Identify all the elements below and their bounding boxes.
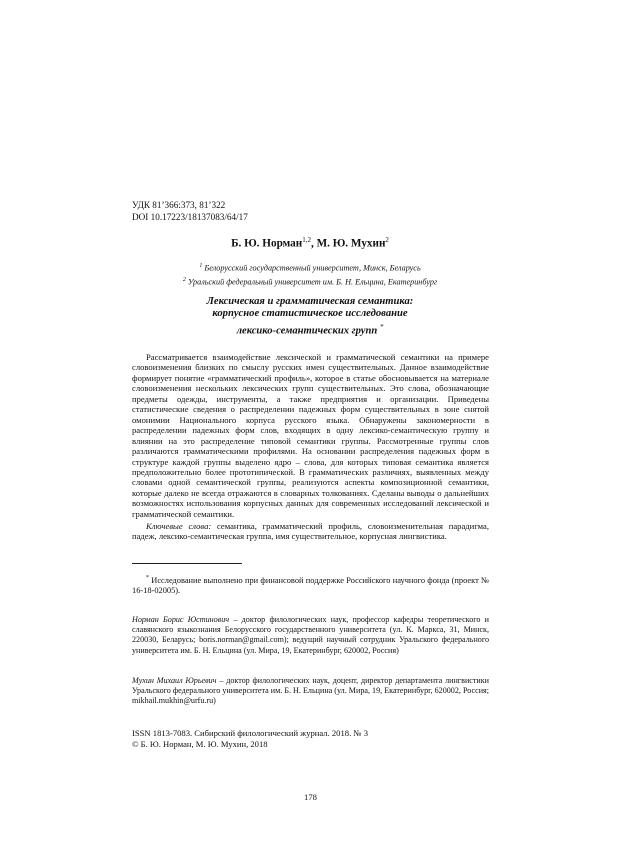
keywords-text: семантика, грамматический профиль, словоизменительная парадигма, падеж, лексико-семантическая группа, имя существительное, корпусная лингвистика. bbox=[132, 521, 489, 542]
author-2: М. Ю. Мухин bbox=[316, 237, 386, 250]
author-separator: , bbox=[310, 237, 317, 250]
affiliation-1-sup: 1 bbox=[199, 263, 203, 269]
author-1-sup: 1,2 bbox=[302, 236, 311, 244]
title-line-3-text: лексико-семантических групп bbox=[236, 325, 378, 337]
author-bio-1 bbox=[132, 615, 489, 656]
keywords-label: Ключевые слова: bbox=[146, 521, 212, 531]
footnote-divider bbox=[132, 563, 242, 564]
affiliations bbox=[132, 261, 488, 288]
title-line-1: Лексическая и грамматическая семантика: bbox=[206, 296, 414, 307]
footnote-mark: * bbox=[146, 575, 149, 581]
author-bio-2 bbox=[132, 676, 489, 707]
affiliation-2-text: Уральский федеральный университет им. Б. Н. Ельцина, Екатеринбург bbox=[187, 277, 438, 287]
title-line-2: корпусное статистическое исследование bbox=[212, 308, 408, 320]
affiliation-1-text: Белорусский государственный университет, Минск, Беларусь bbox=[204, 263, 421, 273]
funding-footnote bbox=[132, 573, 489, 597]
author-1: Б. Ю. Норман bbox=[231, 237, 303, 250]
journal-footer bbox=[132, 728, 368, 750]
bio-1-name: Норман Борис Юстинович bbox=[132, 615, 230, 624]
abstract: Рассматривается взаимодействие лексической и грамматической семантики на примере словоизменения близких по смыслу русских имен существительных. Данное взаимодействие формирует понятие «грамматический профиль», которое в статье обосновывается на материале словоизменения нескольких лексических групп существительных. Это слова, обозначающие предметы одежды, инструменты, а также предприятия и организации. Приведены статистические сведения о распределении падежных форм существительных в зоне снятой омонимии Национального корпуса русского языка. Обнаружены закономерности в распределении падежных форм слов, входящих в одну лексико-семантическую группу и влиянии на это распределение типовой семантики группы. Рассмотренные группы слов различаются грамматическими профилями. На основании распределения падежных форм в структуре каждой группы выделено ядро – слова, для которых типовая семантика является предположительно более прототипической. В грамматических различиях, выявленных между словами одной семантической группы, реализуются аспекты композиционной семантики, которые далеко не всегда отражаются в словарных толкованиях. Сделаны выводы о дальнейших возможностях использования корпусных данных для современных исследований лексической и грамматической семантики. bbox=[132, 352, 489, 519]
doi-code: DOI 10.17223/18137083/64/17 bbox=[132, 211, 248, 222]
author-2-sup: 2 bbox=[385, 236, 389, 244]
issn-line: ISSN 1813-7083. Сибирский филологический журнал. 2018. № 3 bbox=[132, 728, 369, 738]
page-number: 178 bbox=[304, 792, 317, 802]
bio-2-name: Мухин Михаил Юрьевич bbox=[132, 676, 217, 685]
bio-2-text: – доктор филологических наук, доцент, директор департамента лингвистики Уральского федерального университета им. Б. Н. Ельцина (ул. Мира, 19, Екатеринбург, 620002, Россия; mikhail.mukhin@urfu.ru) bbox=[132, 676, 490, 706]
footnote-text: Исследование выполнено при финансовой поддержке Российского научного фонда (проект № 16-18-02005). bbox=[132, 575, 489, 596]
udk-code: УДК 81’366:373, 81’322 bbox=[132, 200, 226, 210]
affiliation-2-sup: 2 bbox=[182, 276, 186, 283]
bio-1-text: – доктор филологических наук, профессор кафедры теоретического и славянского языкознания Белорусского государственного университета (ул. К. Маркса, 31, Минск, 220030, Беларусь; boris.norman@gmail.com); ведущий научный сотрудник Уральского федерального университета им. Б. Н. Ельцина (ул. Мира, 19, Екатеринбург, 620002, Россия) bbox=[132, 615, 489, 655]
title-line-3 bbox=[132, 321, 488, 338]
title-footnote-mark: * bbox=[379, 322, 384, 331]
authors-line bbox=[132, 236, 488, 250]
article-title bbox=[132, 296, 488, 338]
affiliation-1 bbox=[132, 261, 488, 275]
classification-codes bbox=[132, 200, 248, 223]
affiliation-2 bbox=[132, 275, 488, 289]
copyright-line: © Б. Ю. Норман, М. Ю. Мухин, 2018 bbox=[132, 739, 268, 749]
keywords bbox=[132, 521, 489, 542]
